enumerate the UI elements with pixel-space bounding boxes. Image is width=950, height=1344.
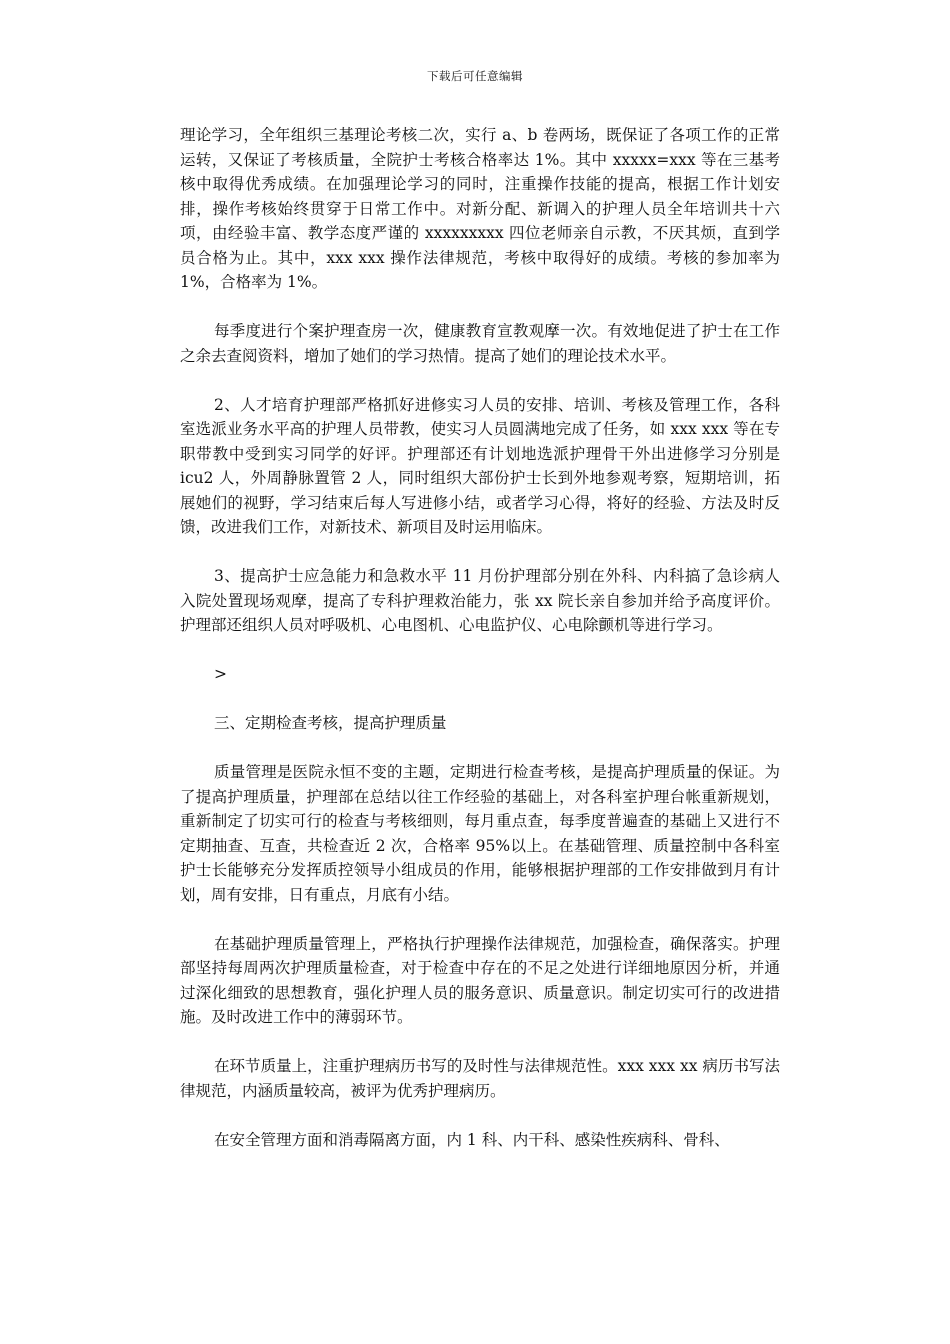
paragraph-safety-management: 在安全管理方面和消毒隔离方面，内 1 科、内干科、感染性疾病科、骨科、 [214,1130,730,1149]
page-header-note: 下载后可任意编辑 [427,69,523,83]
paragraph-quality-management: 质量管理是医院永恒不变的主题，定期进行检查考核，是提高护理质量的保证。为了提高护理质量，护理部在总结以往工作经验的基础上，对各科室护理台帐重新规划，重新制定了切实可行的检查与考核细则，每月重点查，每季度普遍查的基础上又进行不定期抽查、互查，共检查近 2 次，合格率 95%以上。在基础管理、质量控制中各科室护士长能够充分发挥质控领导小组成员的作用，能够根据护理部的工作安排做到月有计划，周有安排，日有重点，月底有小结。 [180,763,780,904]
document-body [180,123,780,1177]
paragraph-basic-nursing-quality: 在基础护理质量管理上，严格执行护理操作法律规范，加强检查，确保落实。护理部坚持每周两次护理质量检查，对于检查中存在的不足之处进行详细地原因分析，并通过深化细致的思想教育，强化护理人员的服务意识、质量意识。制定切实可行的改进措施。及时改进工作中的薄弱环节。 [180,934,780,1026]
paragraph-quarterly-rounds: 每季度进行个案护理查房一次，健康教育宣教观摩一次。有效地促进了护士在工作之余去查阅资料，增加了她们的学习热情。提高了她们的理论技术水平。 [180,322,780,365]
paragraph-emergency-ability: 3、提高护士应急能力和急救水平 11 月份护理部分别在外科、内科搞了急诊病人入院处置现场观摩，提高了专科护理救治能力，张 xx 院长亲自参加并给予高度评价。护理部还组织人员对呼吸机、心电图机、心电监护仪、心电除颤机等进行学习。 [180,567,780,634]
section-heading-quality-check: 三、定期检查考核，提高护理质量 [214,714,447,732]
paragraph-link-quality: 在环节质量上，注重护理病历书写的及时性与法律规范性。xxx xxx xx 病历书写法律规范，内涵质量较高，被评为优秀护理病历。 [180,1057,780,1100]
paragraph-separator-mark: > [214,665,227,683]
paragraph-theory-study: 理论学习，全年组织三基理论考核二次，实行 a、b 卷两场，既保证了各项工作的正常运转，又保证了考核质量，全院护士考核合格率达 1%。其中 xxxxx=xxx 等在三基考核中取得优秀成绩。在加强理论学习的同时，注重操作技能的提高，根据工作计划安排，操作考核始终贯穿于日常工作中。对新分配、新调入的护理人员全年培训共十六项，由经验丰富、教学态度严谨的 xxxxxxxxx 四位老师亲自示教，不厌其烦，直到学员合格为止。其中，xxx xxx 操作法律规范，考核中取得好的成绩。考核的参加率为 1%，合格率为 1%。 [180,126,780,291]
paragraph-talent-training: 2、人才培育护理部严格抓好进修实习人员的安排、培训、考核及管理工作，各科室选派业务水平高的护理人员带教，使实习人员圆满地完成了任务，如 xxx xxx 等在专职带教中受到实习同学的好评。护理部还有计划地选派护理骨干外出进修学习分别是 icu2 人，外周静脉置管 2 人，同时组织大部份护士长到外地参观考察，短期培训，拓展她们的视野，学习结束后每人写进修小结，或者学习心得，将好的经验、方法及时反馈，改进我们工作，对新技术、新项目及时运用临床。 [180,395,780,536]
